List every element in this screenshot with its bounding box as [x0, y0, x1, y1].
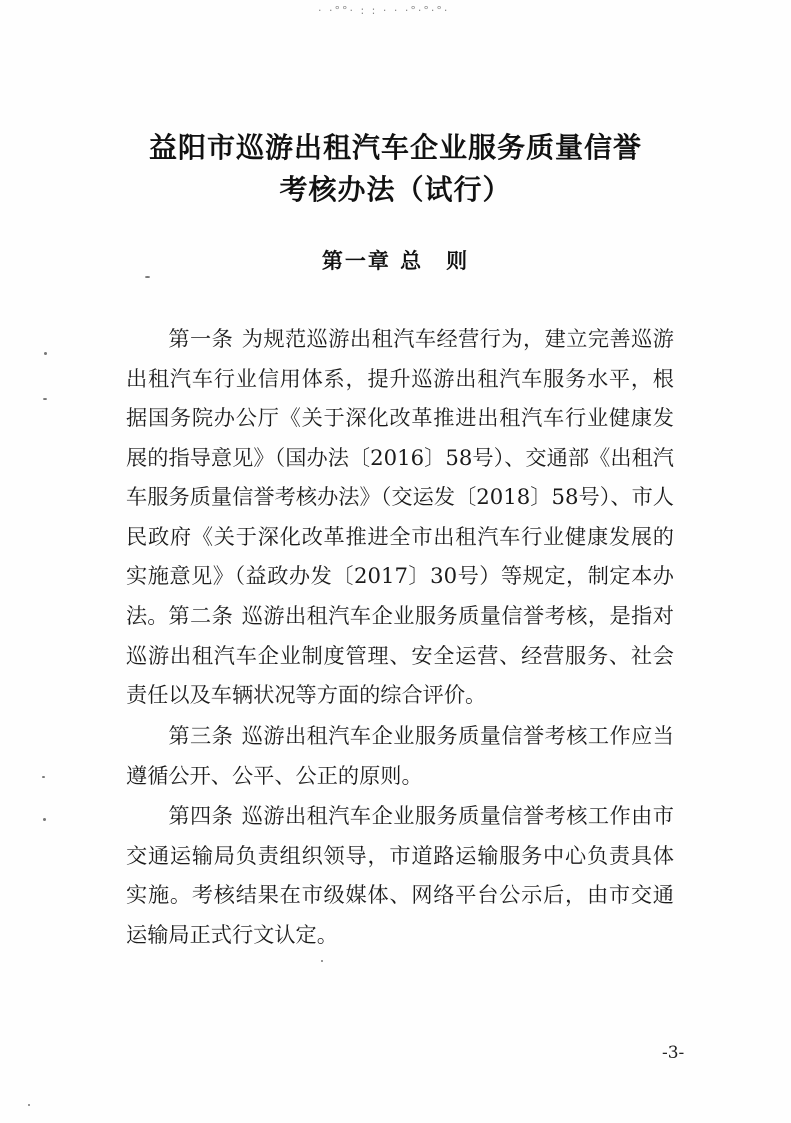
article-number: 第一条	[168, 326, 234, 351]
scan-speck	[42, 776, 45, 778]
article-text: 巡游出租汽车企业服务质量信誉考核工作应当遵循公开、公平、公正的原则。	[126, 723, 674, 788]
page-number: -3-	[662, 1043, 685, 1063]
scan-speck	[321, 960, 323, 962]
scan-header-marks: · ·°°· : : · · ·°·°·°·	[318, 4, 450, 17]
scan-speck	[44, 352, 47, 355]
article-text: 巡游出租汽车企业服务质量信誉考核工作由市交通运输局负责组织领导，市道路运输服务中心负责具体实施。考核结果在市级媒体、网络平台公示后，由市交通运输局正式行文认定。	[126, 803, 674, 947]
document-title-line-2: 考核办法（试行）	[279, 173, 512, 206]
chapter-heading: 第一章 总 则	[321, 249, 470, 273]
article-text: 巡游出租汽车企业服务质量信誉考核，是指对巡游出租汽车企业制度管理、安全运营、经营服务、社会责任以及车辆状况等方面的综合评价。	[126, 603, 674, 707]
scan-speck	[28, 1104, 30, 1106]
article-text: 为规范巡游出租汽车经营行为，建立完善巡游出租汽车行业信用体系，提升巡游出租汽车服务水平，根据国务院办公厅《关于深化改革推进出租汽车行业健康发展的指导意见》（国办法〔2016〕58号）、交通部《出租汽车服务质量信誉考核办法》（交运发〔2018〕58号）、市人民政府《关于深化改革推进全市出租汽车行业健康发展的实施意见》（益政办发〔2017〕30号）等规定，制定本办法。	[126, 326, 674, 628]
article-number: 第三条	[168, 723, 234, 748]
article-4	[126, 796, 674, 954]
article-number: 第二条	[168, 603, 234, 628]
article-number: 第四条	[168, 803, 234, 828]
article-1	[126, 319, 674, 635]
article-2	[126, 596, 674, 715]
document-title-line-1: 益阳市巡游出租汽车企业服务质量信誉	[148, 131, 642, 164]
scan-speck	[145, 276, 150, 278]
scan-speck	[43, 818, 46, 821]
scan-speck	[43, 398, 47, 400]
article-3	[126, 716, 674, 795]
